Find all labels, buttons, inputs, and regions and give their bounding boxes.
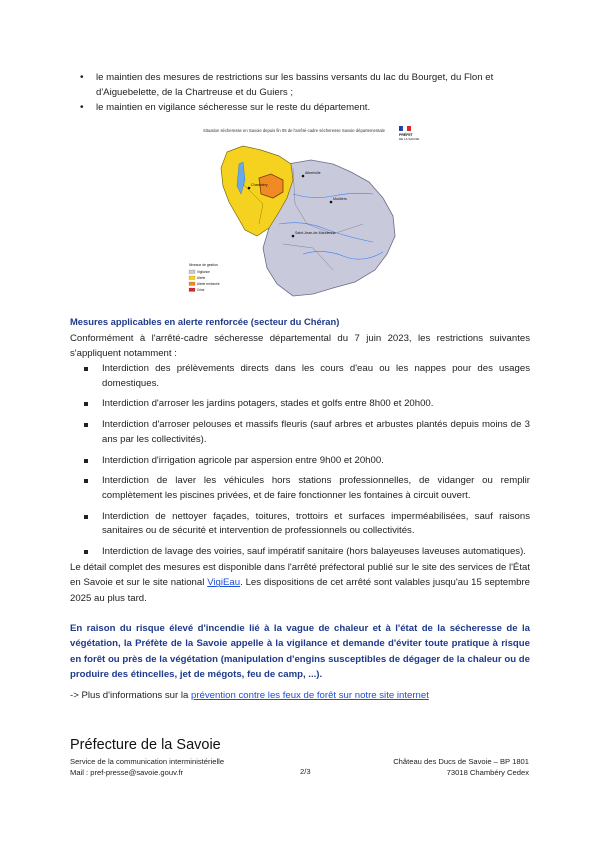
bullet-icon: •: [80, 102, 84, 113]
list-item: • le maintien en vigilance sécheresse sur le reste du département.: [80, 102, 371, 113]
bullet-square-icon: [84, 479, 88, 483]
bullet-square-icon: [84, 367, 88, 371]
page-number: 2/3: [300, 767, 311, 776]
list-item: Interdiction de laver les véhicules hors stations professionnelles, de vidanger ou remplir complètement les piscines privées, et de faire fonctionner les fontaines à circuit ouvert.: [84, 474, 530, 503]
bullet-square-icon: [84, 459, 88, 463]
prefet-logo: [399, 126, 419, 141]
detail-paragraph: Le détail complet des mesures est disponible dans l'arrêté préfectoral publié sur le site des services de l'État en Savoie et sur le site national VigiEau. Les dispositions de cet arrêté sont valables jusqu'au 15 septembre 2025 au plus tard.: [70, 562, 531, 604]
footer-address: Château des Ducs de Savoie – BP 1801 73018 Chambéry Cedex: [393, 757, 529, 777]
bullet-icon: •: [80, 72, 84, 83]
svg-text:DE LA SAVOIE: DE LA SAVOIE: [399, 137, 420, 141]
map-label-chambery: Chambéry: [251, 183, 268, 187]
section-title: Mesures applicables en alerte renforcée (secteur du Chéran): [70, 316, 340, 327]
intro-paragraph: Conformément à l'arrêté-cadre sécheresse départemental du 7 juin 2023, les restrictions suivantes s'appliquent notamment :: [70, 333, 530, 360]
list-item: Interdiction d'arroser pelouses et massifs fleuris (sauf arbres et arbustes plantés depuis moins de 3 ans par les collectivités).: [84, 418, 530, 447]
footer-email: Mail : pref-presse@savoie.gouv.fr: [70, 768, 184, 777]
drought-map: [183, 124, 428, 304]
list-item: Interdiction des prélèvements directs dans les cours d'eau ou les nappes pour des usages domestiques.: [84, 362, 530, 391]
footer-title: Préfecture de la Savoie: [70, 737, 221, 753]
vigieau-link[interactable]: VigiEau: [207, 577, 241, 589]
fire-warning-paragraph: En raison du risque élevé d'incendie lié à la vague de chaleur et à l'état de la sécheresse de la végétation, la Préfète de la Savoie appelle à la vigilance et demande d'éviter toute pratique à risque en forêt ou près de la végétation (manipulation d'engins susceptibles de dégager de la chaleur ou de produire des étincelles, jet de mégots, feu de camp, ...).: [70, 623, 530, 681]
map-legend: [189, 263, 220, 292]
drought-map-svg: [183, 124, 428, 304]
legend-label: Crise: [197, 288, 205, 292]
bullet-square-icon: [84, 550, 88, 554]
more-info-line: -> Plus d'informations sur la prévention contre les feux de forêt sur notre site internet: [70, 690, 429, 701]
legend-title: Niveaux de gestion: [189, 263, 218, 267]
legend-swatch-vigilance: [189, 270, 195, 274]
bullet-square-icon: [84, 423, 88, 427]
map-label-albertville: Albertville: [305, 171, 321, 175]
top-bullet-list: [70, 70, 530, 115]
list-item: Interdiction d'arroser les jardins potagers, stades et golfs entre 8h00 et 20h00.: [84, 397, 530, 412]
legend-swatch-alerte-renforcee: [189, 282, 195, 286]
legend-swatch-alerte: [189, 276, 195, 280]
legend-label: Alerte renforcée: [197, 282, 220, 286]
list-item: Interdiction d'irrigation agricole par aspersion entre 9h00 et 20h00.: [84, 454, 530, 469]
list-item: • le maintien des mesures de restrictions sur les bassins versants du lac du Bourget, du Flon et d'Aiguebelette, de la Chartreuse et du Guiers ;: [80, 72, 494, 98]
legend-label: Vigilance: [197, 270, 210, 274]
map-title: Situation sécheresse en Savoie depuis fin 06 de l'arrêté-cadre sécheresse Savoie départementale: [203, 128, 385, 133]
svg-text:PRÉFET: PRÉFET: [399, 133, 413, 137]
list-item: Interdiction de lavage des voiries, sauf impératif sanitaire (hors balayeuses laveuses automatiques).: [84, 545, 530, 560]
footer-contact: Service de la communication interministérielle Mail : pref-presse@savoie.gouv.fr: [70, 757, 225, 777]
legend-swatch-crise: [189, 288, 195, 292]
bullet-square-icon: [84, 402, 88, 406]
map-label-moutiers: Moûtiers: [333, 197, 347, 201]
measures-list: [84, 362, 530, 566]
legend-label: Alerte: [197, 276, 206, 280]
map-label-st-jean: Saint-Jean-de-Maurienne: [295, 231, 336, 235]
fire-prevention-link[interactable]: prévention contre les feux de forêt sur notre site internet: [191, 690, 429, 701]
bullet-square-icon: [84, 515, 88, 519]
list-item: Interdiction de nettoyer façades, toitures, trottoirs et surfaces imperméabilisées, sauf raisons sanitaires ou de sécurité et intervention de professionnels ou collectivités.: [84, 510, 530, 539]
